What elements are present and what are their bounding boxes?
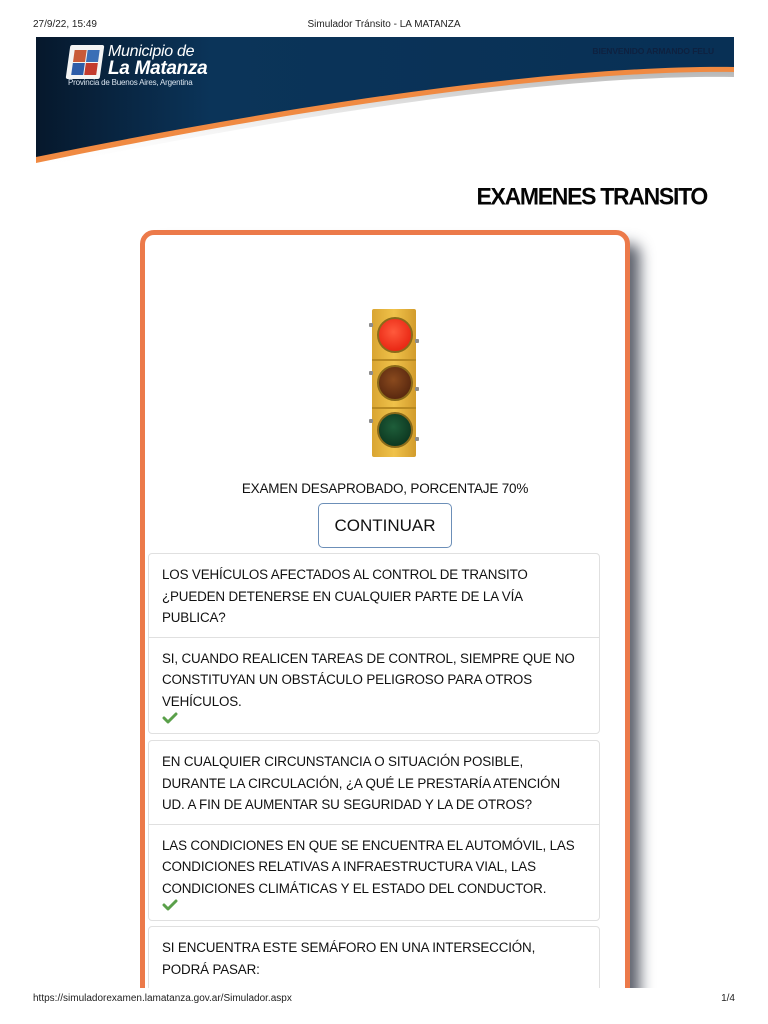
site-banner bbox=[36, 37, 734, 177]
green-lamp bbox=[377, 412, 413, 448]
checkmark-icon bbox=[162, 898, 178, 912]
logo-line2: La Matanza bbox=[108, 58, 208, 79]
print-page-indicator: 1/4 bbox=[721, 993, 735, 1004]
question-text: LOS VEHÍCULOS AFECTADOS AL CONTROL DE TRANSITO ¿PUEDEN DETENERSE EN CUALQUIER PARTE DE LA VÍA PUBLICA? bbox=[162, 567, 528, 625]
answer-item bbox=[149, 637, 599, 734]
logo-line1: Municipio de bbox=[108, 43, 195, 60]
page-viewport bbox=[0, 37, 768, 988]
traffic-light-red-icon bbox=[372, 309, 416, 457]
exam-result-card bbox=[140, 230, 630, 988]
amber-lamp bbox=[377, 365, 413, 401]
welcome-user-text: BIENVENIDO ARMANDO FELU bbox=[592, 46, 714, 56]
print-page-title: Simulador Tránsito - LA MATANZA bbox=[307, 19, 461, 30]
question-block bbox=[148, 740, 600, 921]
question-block bbox=[148, 553, 600, 734]
question-text: EN CUALQUIER CIRCUNSTANCIA O SITUACIÓN POSIBLE, DURANTE LA CIRCULACIÓN, ¿A QUÉ LE PRESTARÍA ATENCIÓN UD. A FIN DE AUMENTAR SU SEGURIDAD Y LA DE OTROS? bbox=[162, 754, 560, 812]
continue-button[interactable]: CONTINUAR bbox=[318, 503, 452, 548]
question-text: SI ENCUENTRA ESTE SEMÁFORO EN UNA INTERSECCIÓN, PODRÁ PASAR: bbox=[162, 940, 536, 977]
page-title: EXAMENES TRANSITO bbox=[476, 182, 707, 210]
logo-subtitle: Provincia de Buenos Aires, Argentina bbox=[68, 78, 193, 87]
print-datetime: 27/9/22, 15:49 bbox=[33, 19, 97, 30]
red-lamp bbox=[377, 317, 413, 353]
print-footer bbox=[0, 990, 768, 1024]
answer-text: SI, CUANDO REALICEN TAREAS DE CONTROL, SIEMPRE QUE NO CONSTITUYAN UN OBSTÁCULO PELIGROSO PARA OTROS VEHÍCULOS. bbox=[162, 650, 575, 709]
coat-of-arms-icon bbox=[66, 45, 105, 79]
checkmark-icon bbox=[162, 711, 178, 725]
question-block bbox=[148, 926, 600, 988]
print-url: https://simuladorexamen.lamatanza.gov.ar/Simulador.aspx bbox=[33, 993, 292, 1004]
answer-item bbox=[149, 824, 599, 921]
print-header bbox=[0, 0, 768, 36]
answer-text: LAS CONDICIONES EN QUE SE ENCUENTRA EL AUTOMÓVIL, LAS CONDICIONES RELATIVAS A INFRAESTRUCTURA VIAL, LAS CONDICIONES CLIMÁTICAS Y EL ESTADO DEL CONDUCTOR. bbox=[162, 837, 575, 896]
exam-status-text: EXAMEN DESAPROBADO, PORCENTAJE 70% bbox=[241, 481, 529, 496]
